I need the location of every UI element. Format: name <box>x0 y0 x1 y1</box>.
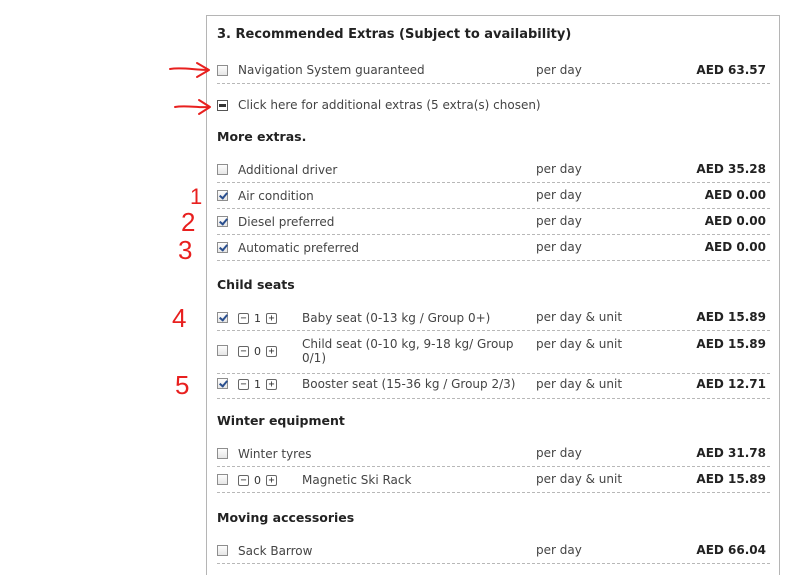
extra-row-ski-rack <box>217 470 770 493</box>
extra-price: AED 0.00 <box>704 188 766 202</box>
winter-equipment-heading: Winter equipment <box>217 413 345 428</box>
plus-icon[interactable]: + <box>266 346 277 357</box>
extra-row-navigation <box>217 61 770 84</box>
extra-row-additional-driver <box>217 160 770 183</box>
extra-unit: per day & unit <box>536 472 623 486</box>
extra-row-winter-tyres <box>217 444 770 467</box>
quantity-value[interactable]: 0 <box>254 474 261 487</box>
extra-price: AED 63.57 <box>696 63 766 77</box>
extra-row-baby-seat <box>217 308 770 331</box>
plus-icon[interactable]: + <box>266 313 277 324</box>
winter-tyres-checkbox[interactable] <box>217 448 228 459</box>
extra-price: AED 31.78 <box>696 446 766 460</box>
quantity-value[interactable]: 0 <box>254 345 261 358</box>
minus-icon[interactable]: − <box>238 313 249 324</box>
sack-barrow-checkbox[interactable] <box>217 545 228 556</box>
extra-unit: per day <box>536 446 582 460</box>
plus-icon[interactable]: + <box>266 379 277 390</box>
extra-unit: per day <box>536 63 582 77</box>
extra-label: Magnetic Ski Rack <box>302 473 412 487</box>
extra-label: Automatic preferred <box>238 241 360 255</box>
child-seat-checkbox[interactable] <box>217 345 228 356</box>
extra-price: AED 35.28 <box>696 162 766 176</box>
diesel-checkbox[interactable] <box>217 216 228 227</box>
extra-price: AED 15.89 <box>696 472 766 486</box>
child-seat-stepper <box>238 345 277 358</box>
additional-extras-toggle[interactable] <box>217 97 770 115</box>
extra-unit: per day & unit <box>536 310 623 324</box>
extra-row-child-seat <box>217 335 770 369</box>
red-arrow-icon <box>175 100 210 114</box>
extra-unit: per day <box>536 162 582 176</box>
automatic-checkbox[interactable] <box>217 242 228 253</box>
more-extras-heading: More extras. <box>217 129 307 144</box>
extra-label: Booster seat (15-36 kg / Group 2/3) <box>302 377 516 391</box>
extra-price: AED 15.89 <box>696 310 766 324</box>
annotation-number-2: 2 <box>181 207 196 237</box>
extra-unit: per day & unit <box>536 377 623 391</box>
annotation-number-3: 3 <box>178 235 193 265</box>
extra-row-diesel <box>217 212 770 235</box>
extra-unit: per day <box>536 214 582 228</box>
annotation-number-5: 5 <box>175 370 190 400</box>
navigation-checkbox[interactable] <box>217 65 228 76</box>
ski-rack-stepper <box>238 474 277 487</box>
booster-seat-stepper <box>238 378 277 391</box>
child-seats-heading: Child seats <box>217 277 295 292</box>
minus-icon[interactable]: − <box>238 475 249 486</box>
annotation-number-4: 4 <box>172 303 187 333</box>
section-title: 3. Recommended Extras (Subject to availability) <box>217 27 572 42</box>
extra-price: AED 0.00 <box>704 214 766 228</box>
extra-label: Sack Barrow <box>238 544 313 558</box>
extra-label: Child seat (0-10 kg, 9-18 kg/ Group 0/1) <box>302 337 514 365</box>
extra-row-air-condition <box>217 186 770 209</box>
quantity-value[interactable]: 1 <box>254 312 261 325</box>
red-arrow-icon <box>170 63 209 77</box>
baby-seat-checkbox[interactable] <box>217 312 228 323</box>
extra-label: Additional driver <box>238 163 338 177</box>
moving-accessories-heading: Moving accessories <box>217 510 355 525</box>
extra-label: Winter tyres <box>238 447 312 461</box>
extra-row-sack-barrow <box>217 541 770 564</box>
air-condition-checkbox[interactable] <box>217 190 228 201</box>
extra-price: AED 66.04 <box>696 543 766 557</box>
extra-unit: per day <box>536 543 582 557</box>
booster-seat-checkbox[interactable] <box>217 378 228 389</box>
annotation-number-1: 1 <box>190 184 203 209</box>
collapse-icon[interactable] <box>217 100 228 111</box>
extra-label: Navigation System guaranteed <box>238 63 425 77</box>
additional-extras-link[interactable]: Click here for additional extras (5 extra(s) chosen) <box>238 98 541 112</box>
extra-row-automatic <box>217 238 770 261</box>
minus-icon[interactable]: − <box>238 346 249 357</box>
minus-icon[interactable]: − <box>238 379 249 390</box>
extra-label: Baby seat (0-13 kg / Group 0+) <box>302 311 491 325</box>
extra-row-booster-seat <box>217 373 770 399</box>
plus-icon[interactable]: + <box>266 475 277 486</box>
extra-unit: per day <box>536 188 582 202</box>
additional-driver-checkbox[interactable] <box>217 164 228 175</box>
quantity-value[interactable]: 1 <box>254 378 261 391</box>
extra-price: AED 0.00 <box>704 240 766 254</box>
extra-price: AED 15.89 <box>696 337 766 351</box>
extra-unit: per day & unit <box>536 337 623 351</box>
extra-label: Air condition <box>238 189 314 203</box>
ski-rack-checkbox[interactable] <box>217 474 228 485</box>
baby-seat-stepper <box>238 312 277 325</box>
extra-price: AED 12.71 <box>696 377 766 391</box>
extra-unit: per day <box>536 240 582 254</box>
extra-label: Diesel preferred <box>238 215 335 229</box>
